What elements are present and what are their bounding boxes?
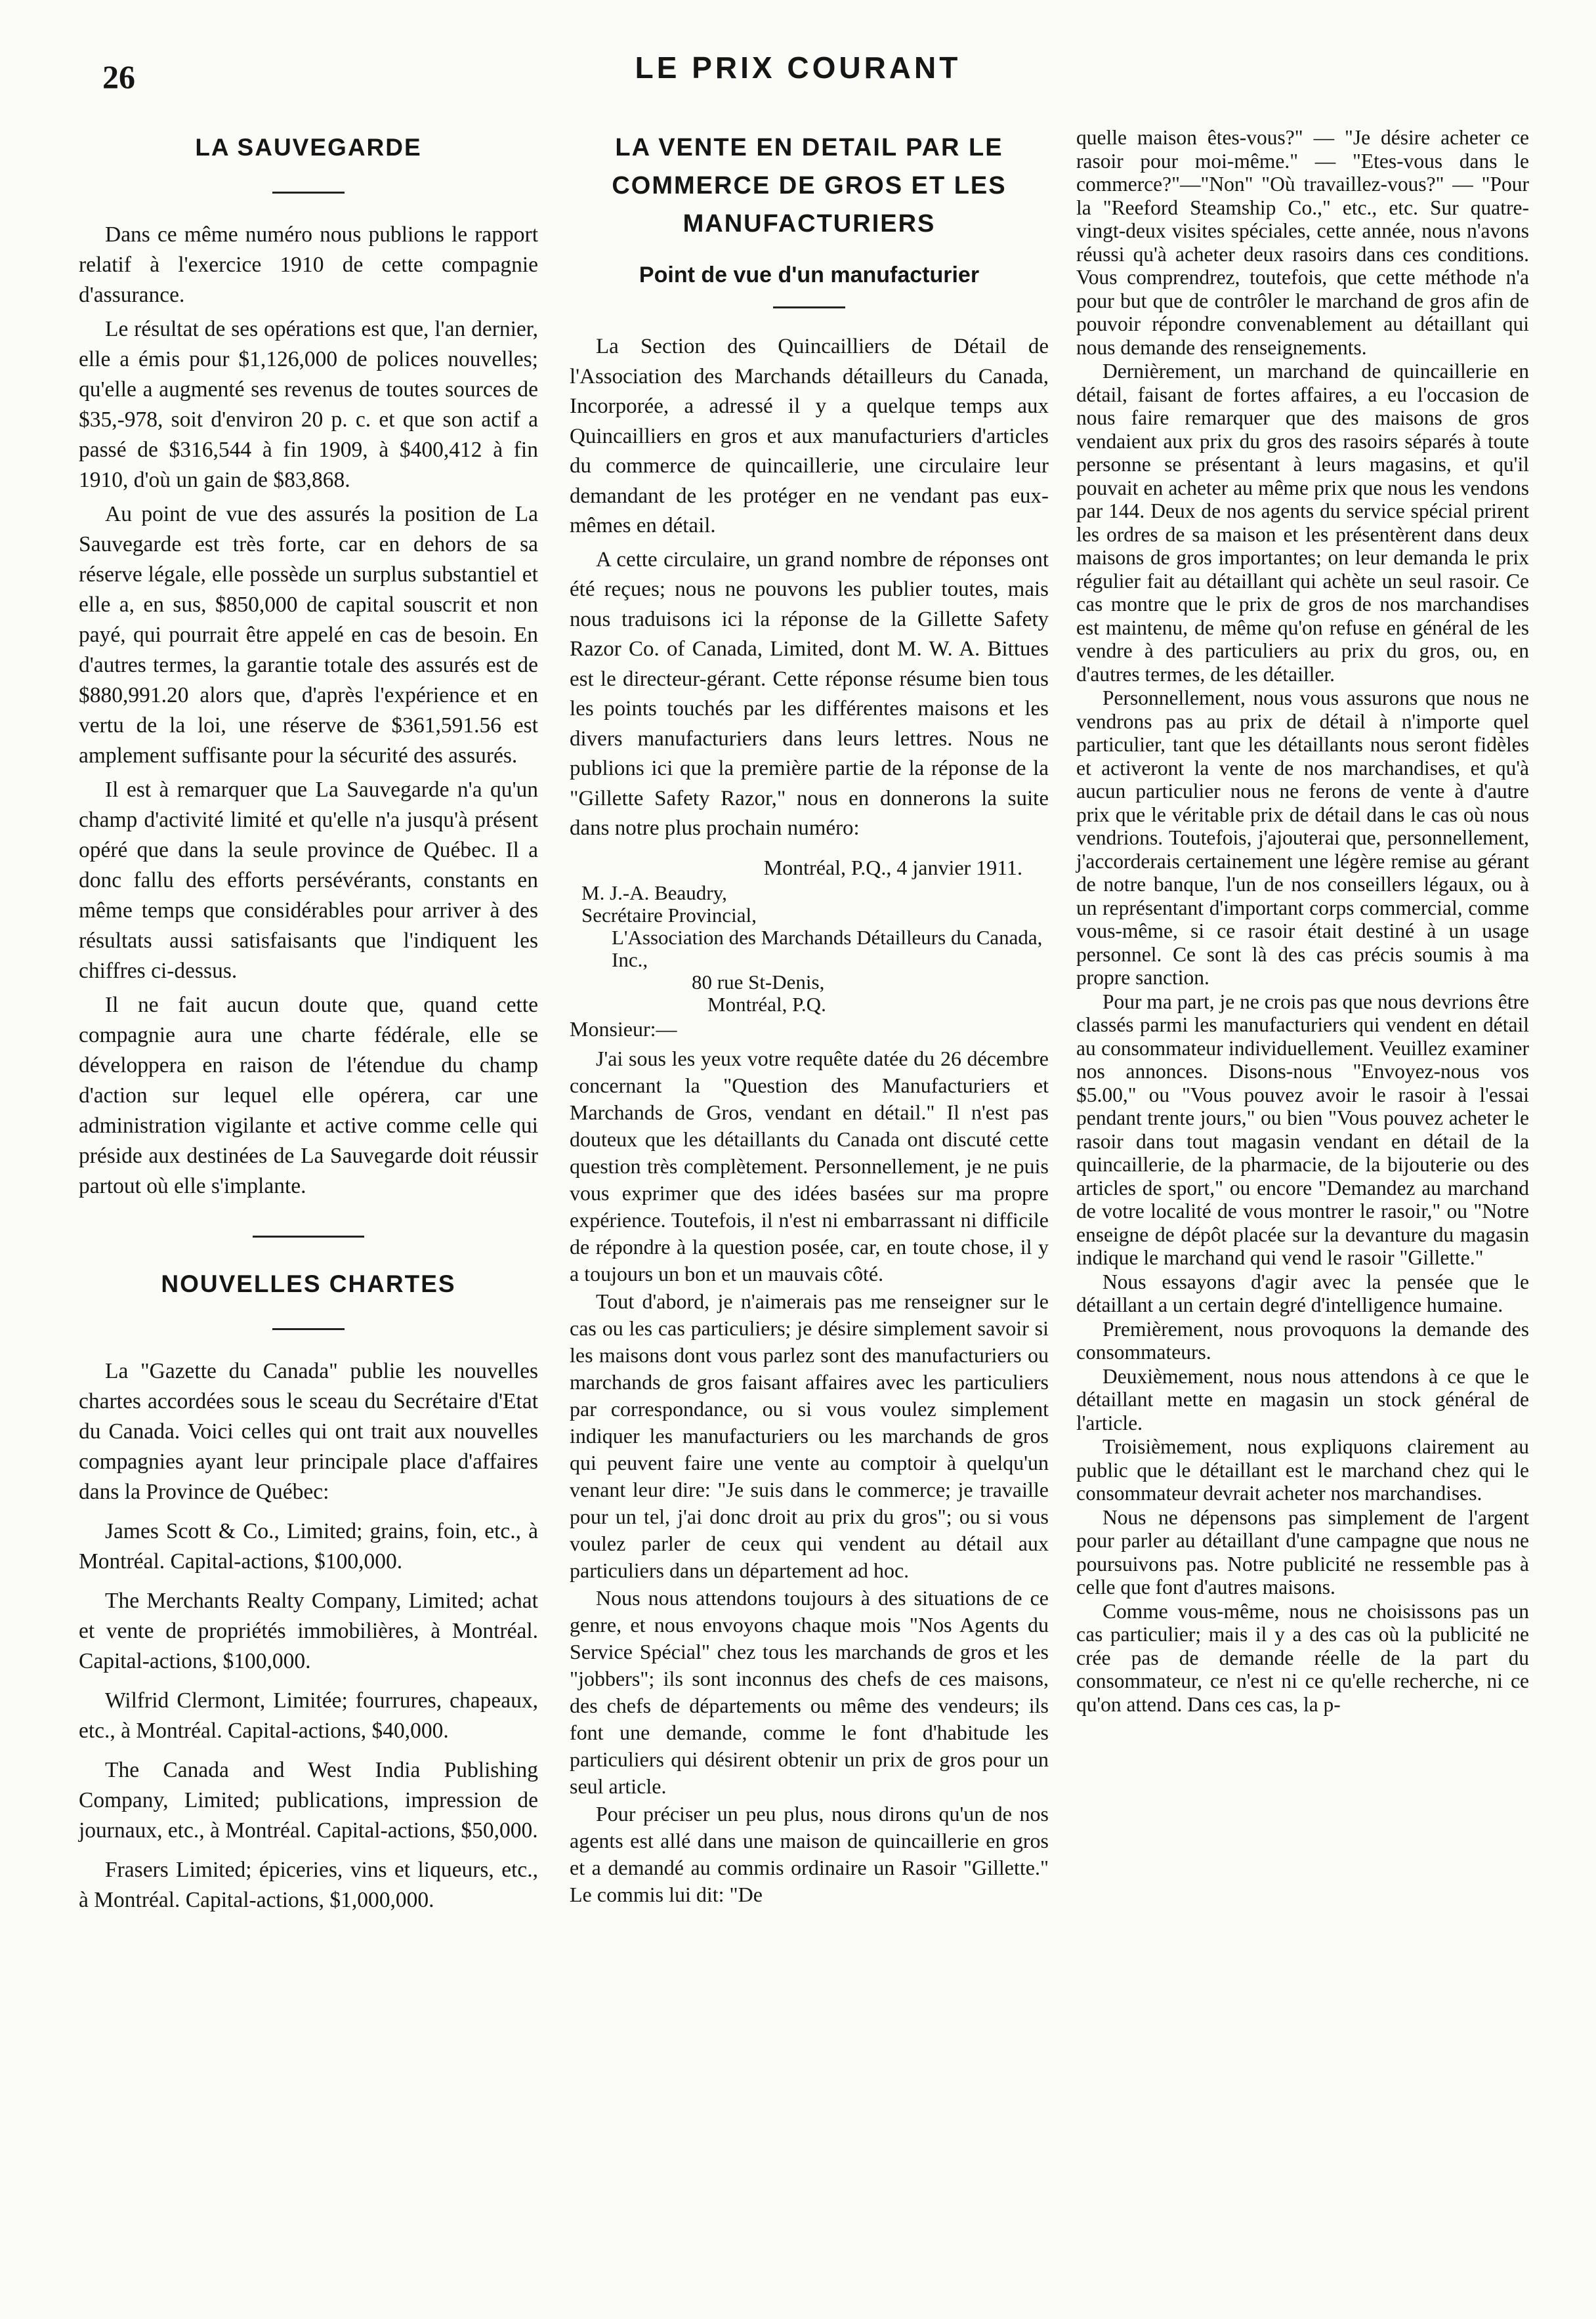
charter-entry: The Merchants Realty Company, Limited; achat et vente de propriétés immobilières, à Montréal. Capital-actions, $100,000.: [79, 1589, 538, 1673]
section-rule: [253, 1236, 364, 1238]
paragraph: Dans ce même numéro nous publions le rapport relatif à l'exercice 1910 de cette compagnie d'assurance.: [79, 222, 538, 307]
title-rule: [272, 1328, 345, 1330]
letter-address: [570, 882, 1049, 1016]
paragraph: Nous nous attendons toujours à des situations de ce genre, et nous envoyons chaque mois "Nos Agents du Service Spécial" chez tous les marchands de gros et les "jobbers"; ils sont inconnus des chefs de ces maisons, des chefs de départements ou même des vendeurs; ils font une demande, comme le font d'habitude les particuliers qui désirent obtenir un prix de gros pour un seul article.: [570, 1585, 1049, 1798]
vente-intro: [570, 332, 1049, 844]
title-rule: [773, 306, 845, 308]
paragraph: Personnellement, nous vous assurons que nous ne vendrons pas au prix de détail à n'importe quel particulier, tant que les détaillants nous seront fidèles et activeront la vente de nos marchandises, et qu'à aucun particulier nous ne ferons de vente à d'autre prix que le véritable prix de détail dans le cas où nous vendrions. Toutefois, j'ajouterai que, personnellement, j'accorderais certainement une légère remise au gérant de notre banque, l'un de nos conseillers légaux, ou à un représentant d'important corps commercial, comme vous-même, si ce rasoir était destiné à un usage personnel. Ce sont là des cas précis soumis à ma propre sanction.: [1076, 686, 1529, 989]
letter-dateline: Montréal, P.Q., 4 janvier 1911.: [763, 855, 1022, 879]
paragraph: La Section des Quincailliers de Détail de l'Association des Marchands détailleurs du Canada, Incorporée, a adressé il y a quelque temps aux Quincailliers en gros et aux manufacturiers d'articles du commerce de quincaillerie, une circulaire leur demandant de les protéger en ne vendant pas eux-mêmes en détail.: [570, 335, 1049, 537]
charter-entry: Frasers Limited; épiceries, vins et liqueurs, etc., à Montréal. Capital-actions, $1,000,000.: [79, 1858, 538, 1912]
middle-column: [570, 129, 1049, 1909]
paragraph: Il est à remarquer que La Sauvegarde n'a qu'un champ d'activité limité et qu'elle n'a jusqu'à présent opéré que dans la seule province de Québec. Il a donc fallu des efforts persévérants, constants en même temps que considérables pour arriver à des résultats aussi satisfaisants que l'indiquent les chiffres ci-dessus.: [79, 778, 538, 983]
address-line: Secrétaire Provincial,: [581, 903, 757, 927]
address-line: L'Association des Marchands Détailleurs du Canada, Inc.,: [612, 925, 1043, 971]
paragraph: Pour préciser un peu plus, nous dirons qu'un de nos agents est allé dans une maison de quincaillerie en gros et a demandé au commis ordinaire un Rasoir "Gillette." Le commis lui dit: "De: [570, 1801, 1049, 1906]
sauvegarde-title: LA SAUVEGARDE: [195, 134, 422, 161]
paragraph: Comme vous-même, nous ne choisissons pas un cas particulier; mais il y a des cas où la publicité ne crée pas de demande réelle de la part du consommateur, ce n'est ni ce qu'elle recherche, ni ce qu'on attend. Dans ces cas, la p-: [1076, 1599, 1529, 1716]
paragraph: Pour ma part, je ne crois pas que nous devrions être classés parmi les manufacturiers qui vendent en détail au consommateur individuellement. Veuillez examiner nos annonces. Disons-nous "Envoyez-nous vos $5.00," ou "Vous pouvez avoir le rasoir à l'essai pendant trente jours," ou bien "Vous pouvez acheter le rasoir dans tout magasin vendant en détail de la quincaillerie, de la pharmacie, de la bijouterie ou des articles de sport," ou encore "Demandez au marchand de votre localité de vous montrer le rasoir," ou "Notre enseigne de dépôt placée sur la devanture du magasin indique le marchand qui vend le rasoir "Gillette.": [1076, 990, 1529, 1269]
page-number: 26: [102, 58, 135, 95]
paragraph: Nous ne dépensons pas simplement de l'argent pour parler au détaillant d'une campagne que nous ne poursuivons pas. Notre publicité ne ressemble pas à celle que font d'autres maisons.: [1076, 1505, 1529, 1598]
vente-title: LA VENTE EN DETAIL PAR LE COMMERCE DE GROS ET LES MANUFACTURIERS: [612, 134, 1007, 238]
vente-subtitle: Point de vue d'un manufacturier: [639, 262, 980, 287]
paragraph: Au point de vue des assurés la position de La Sauvegarde est très forte, car en dehors de sa réserve légale, elle possède un surplus substantiel et elle a, en sus, $850,000 de capital souscrit et non payé, qui pourrait être appelé en cas de besoin. En d'autres termes, la garantie totale des assurés est de $880,991.20 alors que, d'après l'expérience et en vertu de la loi, une réserve de $361,591.56 est amplement suffisante pour la sécurité des assurés.: [79, 502, 538, 768]
paragraph: Troisièmement, nous expliquons clairement au public que le détaillant est le marchand chez qui le consommateur devrait acheter nos marchandises.: [1076, 1435, 1529, 1505]
paragraph: Tout d'abord, je n'aimerais pas me renseigner sur le cas ou les cas particuliers; je désire simplement savoir si les maisons dont vous parlez sont des manufacturiers ou marchands de gros faisant affaires avec les particuliers par correspondance, ou si vous voulez simplement indiquer les manufacturiers ou les marchands de gros qui peuvent faire une vente au comptoir à quelqu'un venant leur dire: "Je suis dans le commerce; je travaille pour un tel, j'ai donc droit au prix du gros"; ou si vous voulez parler de ceux qui vendent au détail aux particuliers dans un département ad hoc.: [570, 1289, 1049, 1582]
address-line: M. J.-A. Beaudry,: [581, 881, 727, 904]
journal-title: LE PRIX COURANT: [635, 51, 961, 85]
address-line: 80 rue St-Denis,: [692, 970, 825, 993]
paragraph: Il ne fait aucun doute que, quand cette compagnie aura une charte fédérale, elle se développera en raison de l'étendue du champ d'action sur lequel elle opérera, car une administration vigilante et active comme celle qui préside aux destinées de La Sauvegarde doit réussir partout où elle s'implante.: [79, 993, 538, 1198]
paragraph: J'ai sous les yeux votre requête datée du 26 décembre concernant la "Question des Manufacturiers et Marchands de Gros, vendant en détail." Il n'est pas douteux que les détaillants du Canada ont discuté cette question très complètement. Personnellement, je ne puis vous exprimer que des idées basées sur ma propre expérience. Toutefois, il n'est ni embarrassant ni difficile de répondre à la question posée, car, en toute chose, il y a toujours un bon et un mauvais côté.: [570, 1046, 1049, 1285]
paragraph: Dernièrement, un marchand de quincaillerie en détail, faisant de fortes affaires, a eu l'occasion de nous faire remarquer que des maisons de gros vendaient aux prix du gros des rasoirs séparés à toute personne se présentant à leurs magasins, et qu'il pouvait en acheter au même prix que nous les vendons par 144. Deux de nos agents du service spécial prirent les ordres de sa maison et les présentèrent dans deux maisons de gros importantes; on leur demanda le prix régulier fait au détaillant qui achète un seul rasoir. Ce cas montre que le prix de gros de nos marchandises est maintenu, de même qu'on refuse en général de les vendre à des particuliers au prix du gros, ou, en d'autres termes, de les détailler.: [1076, 360, 1529, 686]
paragraph: Le résultat de ses opérations est que, l'an dernier, elle a émis pour $1,126,000 de polices nouvelles; qu'elle a augmenté ses revenus de toutes sources de $35,-978, soit d'environ 20 p. c. et que son actif a passé de $316,544 à fin 1909, à $400,412 à fin 1910, d'où un gain de $83,868.: [79, 317, 538, 492]
paragraph: Premièrement, nous provoquons la demande des consommateurs.: [1076, 1317, 1529, 1364]
letter: [570, 854, 1049, 1908]
charter-entry: Wilfrid Clermont, Limitée; fourrures, chapeaux, etc., à Montréal. Capital-actions, $40,000.: [79, 1688, 538, 1743]
paragraph: La "Gazette du Canada" publie les nouvelles chartes accordées sous le sceau du Secrétaire d'Etat du Canada. Voici celles qui ont trait aux nouvelles compagnies ayant leur principale place d'affaires dans la Province de Québec:: [79, 1359, 538, 1504]
paragraph: Deuxièmement, nous nous attendons à ce que le détaillant mette en magasin un stock général de l'article.: [1076, 1364, 1529, 1434]
charter-entry: James Scott & Co., Limited; grains, foin, etc., à Montréal. Capital-actions, $100,000.: [79, 1519, 538, 1574]
address-line: Montréal, P.Q.: [707, 992, 826, 1016]
charter-entry: The Canada and West India Publishing Company, Limited; publications, impression de journaux, etc., à Montréal. Capital-actions, $50,000.: [79, 1758, 538, 1843]
chartes-title: NOUVELLES CHARTES: [161, 1270, 456, 1297]
title-rule: [272, 192, 345, 194]
left-column: [79, 129, 538, 1925]
letter-salutation: Monsieur:—: [570, 1016, 677, 1041]
chartes-article: [79, 1356, 538, 1915]
paragraph: A cette circulaire, un grand nombre de réponses ont été reçues; nous ne pouvons les publier toutes, mais nous traduisons ici la réponse de la Gillette Safety Razor Co. of Canada, Limited, dont M. W. A. Bittues est le directeur-gérant. Cette réponse résume bien tous les points touchés par les différentes maisons et les divers manufacturiers dans leurs lettres. Nous ne publions ici que la première partie de la réponse de la "Gillette Safety Razor," nous en donnerons la suite dans notre plus prochain numéro:: [570, 547, 1049, 840]
sauvegarde-article: [79, 220, 538, 1201]
paragraph: Nous essayons d'agir avec la pensée que le détaillant a un certain degré d'intelligence humaine.: [1076, 1270, 1529, 1316]
paragraph: quelle maison êtes-vous?" — "Je désire acheter ce rasoir pour moi-même." — "Etes-vous dans le commerce?"—"Non" "Où travaillez-vous?" — "Pour la "Reeford Steamship Co.," etc., etc. Sur quatre-vingt-deux visites spéciales, cette année, nous n'avons réussi qu'à acheter deux rasoirs dans ces conditions. Vous comprendrez, toutefois, que cette méthode n'a pour but que de contrôler le marchand de gros afin de pouvoir répondre convenablement au détaillant qui nous demande des renseignements.: [1076, 126, 1529, 359]
right-column: [1076, 126, 1529, 1717]
